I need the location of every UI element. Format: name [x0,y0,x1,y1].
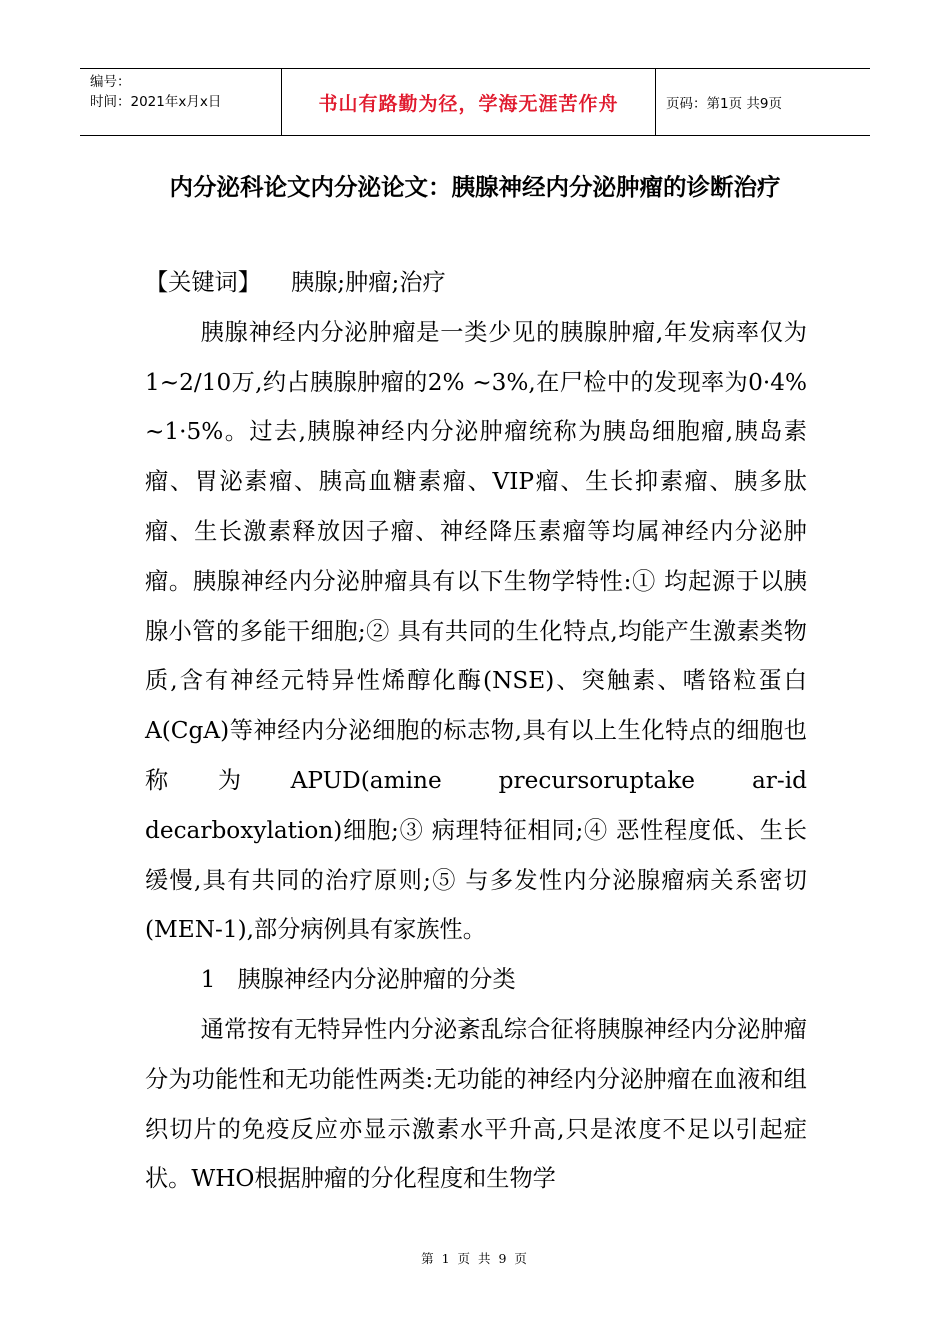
document-number-label: 编号： [90,74,131,90]
paragraph-intro: 胰腺神经内分泌肿瘤是一类少见的胰腺肿瘤,年发病率仅为1~2/10万,约占胰腺肿瘤的2% ~3%,在尸检中的发现率为0·4% ~1·5%。过去,胰腺神经内分泌肿瘤统称为胰岛细胞瘤,胰岛素瘤、胃泌素瘤、胰高血糖素瘤、VIP瘤、生长抑素瘤、胰多肽瘤、生长激素释放因子瘤、神经降压素瘤等均属神经内分泌肿瘤。胰腺神经内分泌肿瘤具有以下生物学特性:① 均起源于以胰腺小管的多能干细胞;② 具有共同的生化特点,均能产生激素类物质,含有神经元特异性烯醇化酶(NSE)、突触素、嗜铬粒蛋白A(CgA)等神经内分泌细胞的标志物,具有以上生化特点的细胞也称为APUD(amine precursoruptake ar-id decarboxylation)细胞;③ 病理特征相同;④ 恶性程度低、生长缓慢,具有共同的治疗原则;⑤ 与多发性内分泌腺瘤病关系密切(MEN-1),部分病例具有家族性。 [145,318,807,944]
header-meta [80,69,282,135]
paragraph-classification: 通常按有无特异性内分泌紊乱综合征将胰腺神经内分泌肿瘤分为功能性和无功能性两类:无功能的神经内分泌肿瘤在血液和组织切片的免疫反应亦显示激素水平升高,只是浓度不足以引起症状。WHO根据肿瘤的分化程度和生物学 [145,1015,807,1193]
section-title: 胰腺神经内分泌肿瘤的分类 [237,966,516,994]
keywords-line [145,258,807,308]
document-body [145,258,807,1204]
page-footer: 第 1 页 共 9 页 [421,1251,529,1266]
keywords-value: 胰腺;肿瘤;治疗 [290,269,446,296]
page-header [80,68,870,136]
document-title: 内分泌科论文内分泌论文：胰腺神经内分泌肿瘤的诊断治疗 [169,173,781,201]
document-time: 时间：2021年x月x日 [90,94,222,110]
section-heading [145,955,807,1005]
section-number: 1 [200,966,216,994]
header-page-info: 页码：第1页 共9页 [666,96,782,112]
keywords-label: 【关键词】 [145,269,261,296]
header-motto: 书山有路勤为径，学海无涯苦作舟 [282,69,656,135]
